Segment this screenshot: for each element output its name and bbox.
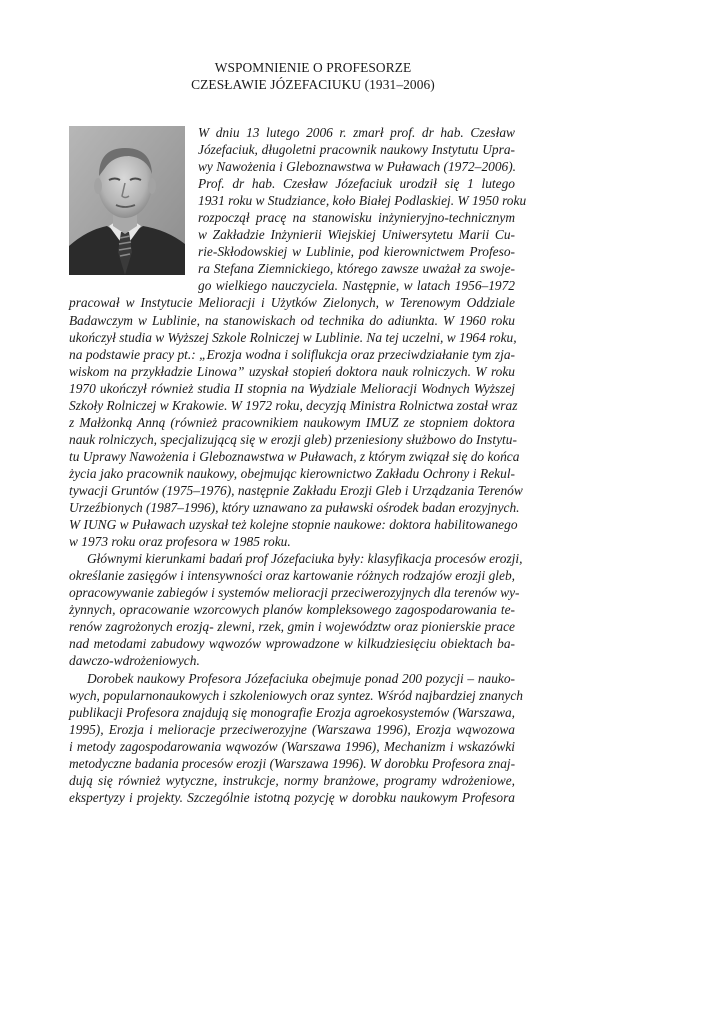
paragraph-3 [69, 550, 523, 669]
text-line: W IUNG w Puławach uzyskał też kolejne stopnie naukowe: doktora habilitowanego [69, 517, 518, 533]
text-line: 1931 roku w Studziance, koło Białej Podlaskiej. W 1950 roku [198, 193, 527, 209]
title-line-1: WSPOMNIENIE O PROFESORZE [214, 60, 412, 75]
text-line: ra Stefana Ziemnickiego, którego zawsze uważał za swoje- [198, 261, 515, 277]
text-line: rozpoczął pracę na stanowisku inżynieryjno-technicznym [198, 210, 515, 226]
text-line: wych, popularnonaukowych i szkoleniowych oraz syntez. Wśród najbardziej znanych [69, 687, 523, 703]
text-line: określanie zasięgów i intensywności oraz kartowanie różnych rodzajów erozji gleb, [69, 568, 515, 584]
text-line: tywacji Gruntów (1975–1976), następnie Zakładu Erozji Gleb i Urządzania Terenów [69, 482, 523, 498]
text-line: rie-Skłodowskiej w Lublinie, pod kierownictwem Profeso- [198, 244, 515, 260]
article-title [120, 59, 506, 93]
text-line: Badawczym w Lublinie, na stanowiskach od technika do adiunkta. W 1960 roku [69, 312, 515, 328]
text-line: tu Uprawy Nawożenia i Gleboznawstwa w Puławach, z którym związał się do końca [69, 448, 520, 464]
text-line: życia jako pracownik naukowy, obejmując kierownictwo Zakładu Ochrony i Rekul- [69, 465, 515, 481]
text-line: go wielkiego nauczyciela. Następnie, w latach 1956–1972 [198, 278, 515, 294]
text-line: Głównymi kierunkami badań prof Józefaciuka były: klasyfikacja procesów erozji, [87, 551, 523, 567]
text-line: 1970 ukończył również studia II stopnia na Wydziale Melioracji Wodnych Wyższej [69, 380, 515, 396]
text-line: W dniu 13 lutego 2006 r. zmarł prof. dr hab. Czesław [198, 125, 515, 140]
photo-wrap-spacer [69, 124, 198, 280]
text-line: Dorobek naukowy Profesora Józefaciuka obejmuje ponad 200 pozycji – nauko- [87, 670, 515, 686]
text-line: Józefaciuk, długoletni pracownik naukowy Instytutu Upra- [198, 142, 515, 158]
text-line: metodyczne badania procesów erozji (Warszawa 1996). W dorobku Profesora znaj- [69, 755, 516, 771]
text-line: nad metodami zabudowy wąwozów wprowadzone w kilkudziesięciu obiektach ba- [69, 636, 515, 652]
text-line: dują się również wytyczne, instrukcje, normy branżowe, programy wdrożeniowe, [69, 772, 515, 788]
text-line: nauk rolniczych, specjalizującą się w erozji gleb) przeniesiony służbowo do Instytu- [69, 431, 517, 447]
text-line: ekspertyzy i projekty. Szczególnie istotną pozycję w dorobku naukowym Profesora [69, 789, 515, 805]
text-line: wiskom na przykładzie Linowa” uzyskał stopień doktora nauk rolniczych. W roku [69, 363, 515, 379]
text-line: w Zakładzie Inżynierii Wiejskiej Uniwersytetu Marii Cu- [198, 227, 515, 243]
text-line: wy Nawożenia i Gleboznawstwa w Puławach (1972–2006). [198, 159, 517, 175]
text-line: w 1973 roku oraz profesora w 1985 roku. [69, 534, 291, 550]
text-line: i metody zagospodarowania wąwozów (Warszawa 1996), Mechanizm i wskazówki [69, 738, 515, 754]
text-line: dawczo-wdrożeniowych. [69, 653, 200, 669]
text-line: publikacji Profesora znajdują się monografie Erozja agroekosystemów (Warszawa, [69, 704, 515, 720]
text-line: 1995), Erozja i melioracje przeciwerozyjne (Warszawa 1996), Erozja wąwozowa [69, 721, 515, 737]
text-line: opracowywanie zabiegów i systemów melioracji przeciwerozyjnych dla terenów wy- [69, 585, 520, 601]
text-line: Szkoły Rolniczej w Krakowie. W 1972 roku, decyzją Ministra Rolnictwa został wraz [69, 397, 518, 413]
text-line: Prof. dr hab. Czesław Józefaciuk urodził się 1 lutego [198, 176, 515, 192]
text-line: na podstawie pracy pt.: „Erozja wodna i soliflukcja oraz przeciwdziałanie tym zja- [69, 346, 515, 362]
text-line: pracował w Instytucie Melioracji i Użytków Zielonych, w Terenowym Oddziale [69, 295, 515, 311]
text-line: żynnych, opracowanie wzorcowych planów kompleksowego zagospodarowania te- [69, 602, 515, 618]
paragraph-4 [69, 670, 523, 806]
text-line: renów zagrożonych erozją- zlewni, rzek, gmin i województw oraz pionierskie prace [69, 619, 515, 635]
text-line: z Małżonką Anną (również pracownikiem naukowym IMUZ ze stopniem doktora [69, 414, 515, 430]
title-line-2: CZESŁAWIE JÓZEFACIUKU (1931–2006) [191, 77, 435, 92]
text-line: Urzeźbionych (1987–1996), który uznawano za puławski ośrodek badan erozyjnych. [69, 500, 520, 516]
article-body [69, 124, 527, 806]
text-line: ukończył studia w Wyższej Szkole Rolniczej w Lublinie. Na tej uczelni, w 1964 roku, [69, 329, 517, 345]
